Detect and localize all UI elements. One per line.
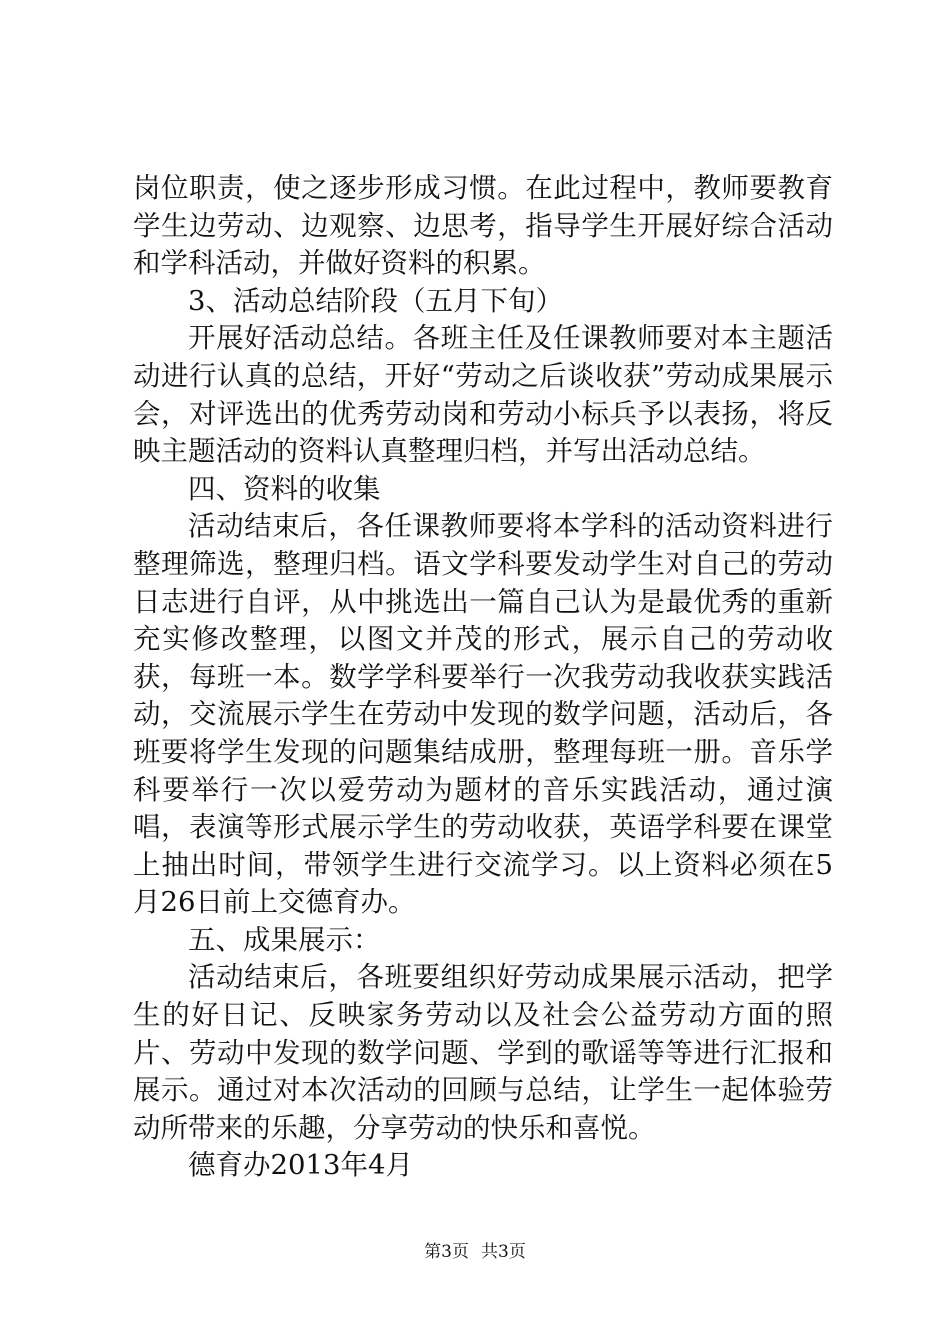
page-footer bbox=[0, 1240, 950, 1264]
section-heading-materials: 四、资料的收集 bbox=[188, 472, 381, 505]
signature-date: 德育办2013年4月 bbox=[188, 1149, 413, 1182]
paragraph-results: 活动结束后，各班要组织好劳动成果展示活动，把学生的好日记、反映家务劳动以及社会公益劳动方面的照片、劳动中发现的数学问题、学到的歌谣等等进行汇报和展示。通过对本次活动的回顾与总结，让学生一起体验劳动所带来的乐趣，分享劳动的快乐和喜悦。 bbox=[133, 961, 833, 1144]
section-heading-summary-stage: 3、活动总结阶段（五月下旬） bbox=[188, 284, 563, 317]
paragraph-summary: 开展好活动总结。各班主任及任课教师要对本主题活动进行认真的总结，开好“劳动之后谈收获”劳动成果展示会，对评选出的优秀劳动岗和劳动小标兵予以表扬，将反映主题活动的资料认真整理归档，并写出活动总结。 bbox=[133, 322, 833, 468]
section-heading-results: 五、成果展示： bbox=[188, 923, 381, 956]
document-body bbox=[133, 170, 833, 1185]
paragraph-continuation: 岗位职责，使之逐步形成习惯。在此过程中，教师要教育学生边劳动、边观察、边思考，指导学生开展好综合活动和学科活动，并做好资料的积累。 bbox=[133, 172, 833, 280]
page-number-current: 第3页 bbox=[424, 1242, 469, 1262]
page-number-total: 共3页 bbox=[481, 1242, 526, 1262]
paragraph-materials: 活动结束后，各任课教师要将本学科的活动资料进行整理筛选，整理归档。语文学科要发动学生对自己的劳动日志进行自评，从中挑选出一篇自己认为是最优秀的重新充实修改整理，以图文并茂的形式，展示自己的劳动收获，每班一本。数学学科要举行一次我劳动我收获实践活动，交流展示学生在劳动中发现的数学问题，活动后，各班要将学生发现的问题集结成册，整理每班一册。音乐学科要举行一次以爱劳动为题材的音乐实践活动，通过演唱，表演等形式展示学生的劳动收获，英语学科要在课堂上抽出时间，带领学生进行交流学习。以上资料必须在5月26日前上交德育办。 bbox=[133, 510, 833, 919]
